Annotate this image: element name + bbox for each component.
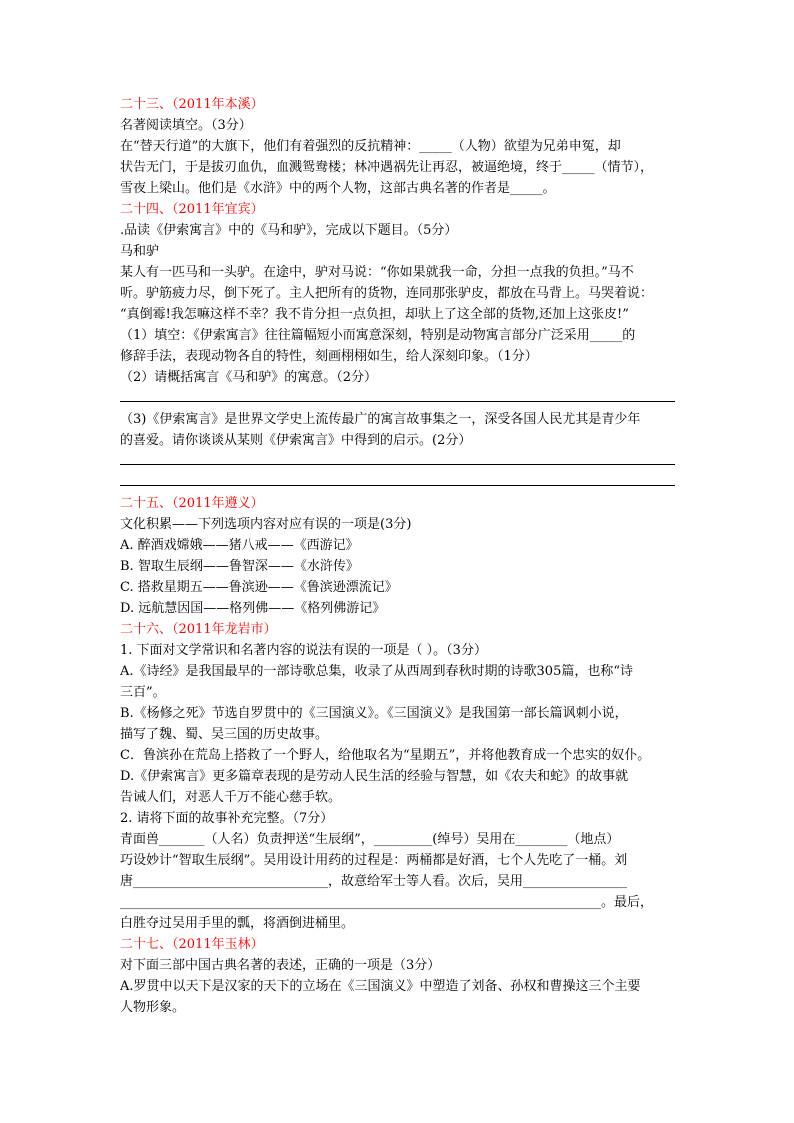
text-line: 1. 下面对文学常识和名著内容的说法有误的一项是（ ）。（3分）	[120, 643, 487, 658]
text-line: C. 搭救星期五——鲁滨逊——《鲁滨逊漂流记》	[120, 580, 398, 595]
text-line: 人物形象。	[120, 1000, 186, 1015]
text-line: 马和驴	[120, 244, 160, 259]
text-line: （3)《伊索寓言》是世界文学史上流传最广的寓言故事集之一，深受各国人民尤其是青少年	[120, 412, 641, 427]
text-line: 巧设妙计“智取生辰纲”。吴用设计用药的过程是：两桶都是好酒，七个人先吃了一桶。刘	[120, 853, 628, 868]
text-line: B. 智取生辰纲——鲁智深——《水浒传》	[120, 559, 359, 574]
text-line: 的喜爱。请你谈谈从某则《伊索寓言》中得到的启示。(2分）	[120, 433, 472, 448]
text-line: C．鲁滨孙在荒岛上搭救了一个野人，给他取名为“星期五”，并将他教育成一个忠实的奴仆。	[120, 748, 651, 763]
text-line: （1）填空：《伊索寓言》往往篇幅短小而寓意深刻，特别是动物寓言部分广泛采用_____的	[120, 328, 636, 343]
text-line: 雪夜上梁山。他们是《水浒》中的两个人物，这部古典名著的作者是_____。	[120, 181, 556, 196]
section-heading: 二十七、（2011年玉林）	[120, 937, 264, 952]
text-line: 听。驴筋疲力尽，倒下死了。主人把所有的货物，连同那张驴皮，都放在马背上。马哭着说：	[120, 286, 654, 301]
document-content	[120, 94, 675, 1018]
text-line: 在“替天行道”的大旗下，他们有着强烈的反抗精神：_____（人物）欲望为兄弟申冤，却	[120, 139, 621, 154]
text-line: 名著阅读填空。（3分）	[120, 118, 252, 133]
text-line: （2）请概括寓言《马和驴》的寓意。（2分）	[120, 370, 378, 385]
section-heading: 二十五、（2011年遵义）	[120, 496, 264, 511]
text-line: A.《诗经》是我国最早的一部诗歌总集，收录了从西周到春秋时期的诗歌305篇，也称“诗	[120, 664, 633, 679]
text-line: A. 醉酒戏嫦娥——猪八戒——《西游记》	[120, 538, 359, 553]
text-line: D.《伊索寓言》更多篇章表现的是劳动人民生活的经验与智慧，如《农夫和蛇》的故事就	[120, 769, 629, 784]
text-line: 唐______________________________，故意给军士等人看。次后，吴用________________	[120, 874, 628, 889]
section-heading: 二十三、（2011年本溪）	[120, 97, 264, 112]
text-line: A.罗贯中以天下是汉家的天下的立场在《三国演义》中塑造了刘备、孙权和曹操这三个主要	[120, 979, 641, 994]
text-line: 白胜夺过吴用手里的瓢，将酒倒进桶里。	[120, 916, 355, 931]
text-line: 某人有一匹马和一头驴。在途中，驴对马说：“你如果就我一命，分担一点我的负担。”马不	[120, 265, 634, 280]
answer-line	[120, 472, 675, 493]
answer-line	[120, 388, 675, 409]
text-line: 描写了魏、蜀、吴三国的历史故事。	[120, 727, 329, 742]
text-line: 文化积累——下列选项内容对应有误的一项是(3分)	[120, 517, 412, 532]
text-line: 修辞手法，表现动物各自的特性，刻画栩栩如生，给人深刻印象。（1分）	[120, 349, 538, 364]
text-line: “真倒霉!我怎嘛这样不幸？我不肯分担一点负担，却驮上了这全部的货物,还加上这张皮!”	[120, 307, 629, 322]
text-line: 青面兽_______（人名）负责押送“生辰纲”，_________(绰号）吴用在________（地点）	[120, 832, 620, 847]
section-heading: 二十四、（2011年宜宾）	[120, 202, 264, 217]
text-line: 三百”。	[120, 685, 166, 700]
answer-line	[120, 451, 675, 472]
text-line: 2. 请将下面的故事补充完整。（7分）	[120, 811, 334, 826]
text-line: __________________________________________________________________________。最后，	[120, 895, 654, 910]
text-line: 对下面三部中国古典名著的表述，正确的一项是（3分）	[120, 958, 441, 973]
text-line: 状告无门，于是拔刃血仇，血溅鸳鸯楼；林冲遇祸先让再忍，被逼绝境，终于_____（情节），	[120, 160, 654, 175]
text-line: 告诫人们，对恶人千万不能心慈手软。	[120, 790, 342, 805]
text-line: B.《杨修之死》节选自罗贯中的《三国演义》。《三国演义》是我国第一部长篇讽刺小说，	[120, 706, 628, 721]
text-line: D. 远航慧因国——格列佛——《格列佛游记》	[120, 601, 386, 616]
text-line: .品读《伊索寓言》中的《马和驴》，完成以下题目。（5分）	[120, 223, 458, 238]
section-heading: 二十六、（2011年龙岩市）	[120, 622, 277, 637]
